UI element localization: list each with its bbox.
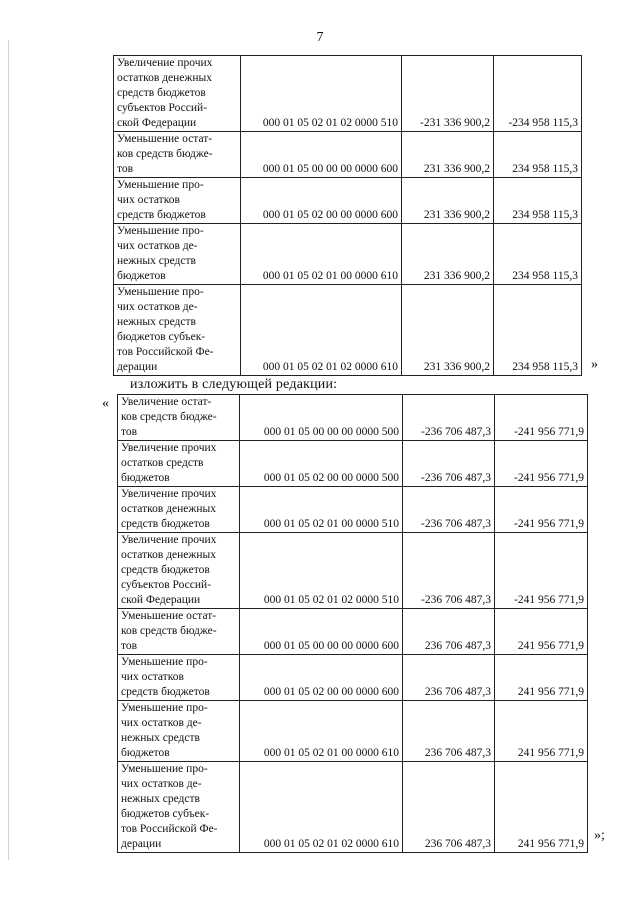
description-line: Уменьшение про-: [121, 702, 208, 714]
row-description: [114, 178, 241, 224]
budget-classification-code: 000 01 05 02 01 02 0000 510: [241, 56, 402, 132]
amount-year-1: -236 706 487,3: [403, 487, 495, 533]
description-line: средств бюджетов: [121, 686, 210, 698]
budget-classification-code: 000 01 05 02 01 02 0000 510: [240, 533, 403, 609]
row-description: [118, 395, 240, 441]
amount-year-1: 236 706 487,3: [403, 762, 495, 853]
description-line: субъектов Россий-: [117, 102, 208, 114]
amount-year-1: 231 336 900,2: [402, 178, 494, 224]
description-line: чих остатков: [117, 194, 180, 206]
amount-year-1: 236 706 487,3: [403, 655, 495, 701]
table-row: [118, 655, 588, 701]
closing-quote-first: »: [591, 357, 598, 372]
row-description: [118, 701, 240, 762]
amount-year-1: 231 336 900,2: [402, 224, 494, 285]
amount-year-2: -241 956 771,9: [495, 487, 588, 533]
description-line: нежных средств: [117, 316, 196, 328]
budget-classification-code: 000 01 05 02 00 00 0000 600: [240, 655, 403, 701]
table-row: [118, 395, 588, 441]
description-line: нежных средств: [121, 732, 200, 744]
description-line: чих остатков де-: [121, 717, 202, 729]
amount-year-2: 241 956 771,9: [495, 655, 588, 701]
description-line: тов: [117, 163, 134, 175]
description-line: чих остатков де-: [117, 240, 198, 252]
table-row: [118, 609, 588, 655]
budget-classification-code: 000 01 05 02 01 00 0000 510: [240, 487, 403, 533]
description-line: тов: [121, 426, 138, 438]
row-description: [118, 487, 240, 533]
row-description: [118, 609, 240, 655]
description-line: нежных средств: [117, 255, 196, 267]
budget-classification-code: 000 01 05 00 00 00 0000 600: [240, 609, 403, 655]
description-line: дерации: [121, 838, 162, 850]
description-line: Увеличение остат-: [121, 396, 212, 408]
description-line: остатков денежных: [121, 549, 216, 561]
description-line: остатков средств: [121, 457, 204, 469]
budget-classification-code: 000 01 05 02 01 02 0000 610: [241, 285, 402, 376]
description-line: Увеличение прочих: [121, 534, 217, 546]
amount-year-2: 234 958 115,3: [494, 224, 582, 285]
amount-year-1: 231 336 900,2: [402, 285, 494, 376]
budget-classification-code: 000 01 05 00 00 00 0000 600: [241, 132, 402, 178]
row-description: [114, 285, 241, 376]
budget-classification-code: 000 01 05 00 00 00 0000 500: [240, 395, 403, 441]
description-line: ков средств бюдже-: [121, 625, 217, 637]
description-line: Уменьшение про-: [117, 225, 204, 237]
description-line: ской Федерации: [121, 594, 201, 606]
table-row: [114, 178, 582, 224]
row-description: [118, 533, 240, 609]
table-row: [118, 441, 588, 487]
description-line: бюджетов: [117, 270, 166, 282]
description-line: субъектов Россий-: [121, 579, 212, 591]
description-line: бюджетов субъек-: [121, 808, 210, 820]
description-line: Увеличение прочих: [121, 442, 217, 454]
description-line: средств бюджетов: [117, 87, 206, 99]
description-line: бюджетов субъек-: [117, 331, 206, 343]
row-description: [118, 762, 240, 853]
page-number: 7: [316, 30, 324, 45]
description-line: бюджетов: [121, 747, 170, 759]
table-row: [114, 285, 582, 376]
description-line: тов: [121, 640, 138, 652]
table-row: [114, 132, 582, 178]
row-description: [118, 655, 240, 701]
description-line: остатков денежных: [121, 503, 216, 515]
amount-year-1: 236 706 487,3: [403, 609, 495, 655]
amount-year-1: -236 706 487,3: [403, 395, 495, 441]
opening-quote: «: [102, 396, 109, 411]
table-row: [118, 533, 588, 609]
description-line: чих остатков де-: [117, 301, 198, 313]
table-row: [118, 701, 588, 762]
amount-year-2: 241 956 771,9: [495, 762, 588, 853]
budget-classification-code: 000 01 05 02 01 00 0000 610: [240, 701, 403, 762]
budget-classification-code: 000 01 05 02 01 00 0000 610: [241, 224, 402, 285]
amount-year-2: -241 956 771,9: [495, 441, 588, 487]
description-line: дерации: [117, 361, 158, 373]
amount-year-2: -241 956 771,9: [495, 533, 588, 609]
description-line: Уменьшение про-: [121, 656, 208, 668]
amount-year-1: 236 706 487,3: [403, 701, 495, 762]
description-line: ков средств бюдже-: [121, 411, 217, 423]
budget-classification-code: 000 01 05 02 00 00 0000 500: [240, 441, 403, 487]
description-line: Уменьшение остат-: [117, 133, 213, 145]
description-line: бюджетов: [121, 472, 170, 484]
description-line: средств бюджетов: [117, 209, 206, 221]
budget-classification-code: 000 01 05 02 00 00 0000 600: [241, 178, 402, 224]
amount-year-1: -236 706 487,3: [403, 533, 495, 609]
table-row: [118, 487, 588, 533]
amount-year-2: 241 956 771,9: [495, 609, 588, 655]
table-row: [114, 56, 582, 132]
row-description: [118, 441, 240, 487]
description-line: Увеличение прочих: [117, 57, 213, 69]
description-line: тов Российской Фе-: [117, 346, 214, 358]
amount-year-2: 234 958 115,3: [494, 285, 582, 376]
description-line: остатков денежных: [117, 72, 212, 84]
description-line: Уменьшение остат-: [121, 610, 217, 622]
row-description: [114, 132, 241, 178]
closing-quote-final: »;: [594, 828, 605, 843]
description-line: Уменьшение про-: [117, 179, 204, 191]
amount-year-1: -231 336 900,2: [402, 56, 494, 132]
description-line: Уменьшение про-: [121, 763, 208, 775]
description-line: чих остатков: [121, 671, 184, 683]
description-line: нежных средств: [121, 793, 200, 805]
description-line: Уменьшение про-: [117, 286, 204, 298]
description-line: средств бюджетов: [121, 518, 210, 530]
budget-classification-code: 000 01 05 02 01 02 0000 610: [240, 762, 403, 853]
amount-year-2: 234 958 115,3: [494, 132, 582, 178]
budget-table-before: [113, 55, 582, 376]
amount-year-2: -241 956 771,9: [495, 395, 588, 441]
amount-year-2: 234 958 115,3: [494, 178, 582, 224]
amount-year-2: -234 958 115,3: [494, 56, 582, 132]
table-row: [114, 224, 582, 285]
description-line: ков средств бюдже-: [117, 148, 213, 160]
row-description: [114, 224, 241, 285]
table-row: [118, 762, 588, 853]
description-line: чих остатков де-: [121, 778, 202, 790]
scan-edge-line: [8, 40, 9, 860]
description-line: Увеличение прочих: [121, 488, 217, 500]
description-line: ской Федерации: [117, 117, 197, 129]
amount-year-1: -236 706 487,3: [403, 441, 495, 487]
description-line: средств бюджетов: [121, 564, 210, 576]
description-line: тов Российской Фе-: [121, 823, 218, 835]
amount-year-1: 231 336 900,2: [402, 132, 494, 178]
row-description: [114, 56, 241, 132]
amendment-caption: изложить в следующей редакции:: [130, 377, 338, 392]
budget-table-after: [117, 394, 588, 853]
amount-year-2: 241 956 771,9: [495, 701, 588, 762]
